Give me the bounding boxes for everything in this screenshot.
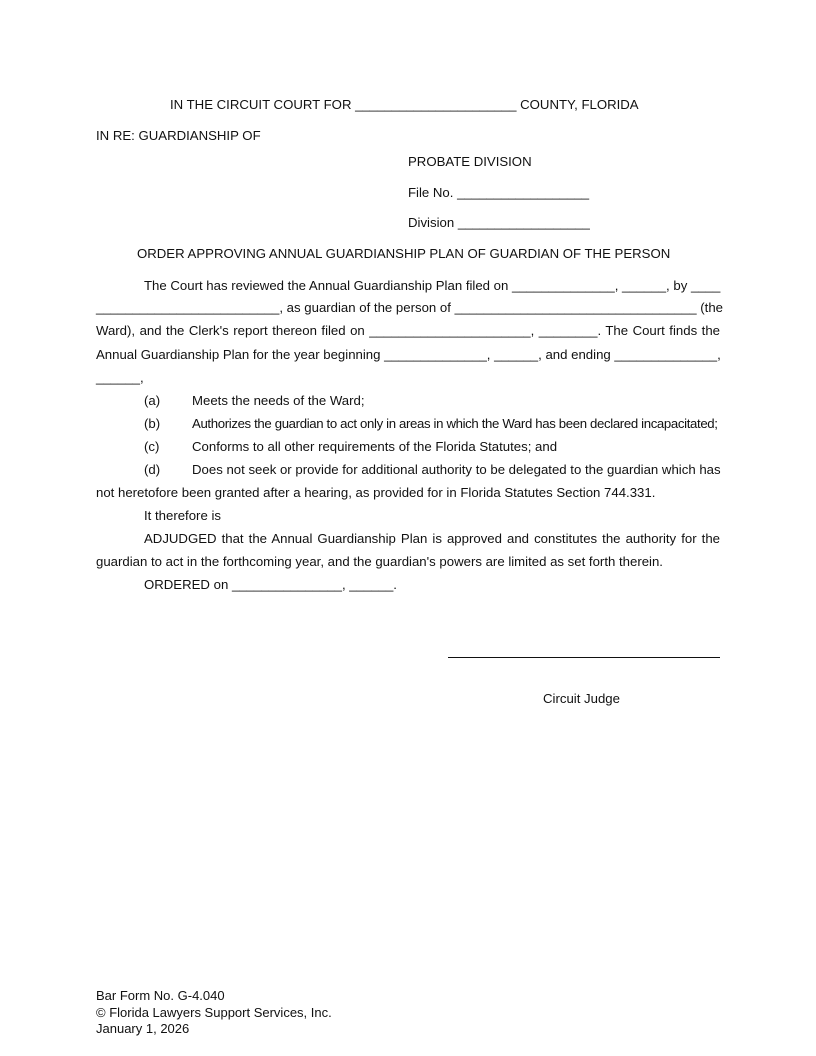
copyright-notice: © Florida Lawyers Support Services, Inc. bbox=[96, 1004, 332, 1020]
signature-line bbox=[448, 657, 720, 658]
item-label: (a) bbox=[144, 393, 161, 408]
item-text: Authorizes the guardian to act only in areas in which the Ward has been declared incapacitated; bbox=[192, 416, 718, 431]
item-text: Meets the needs of the Ward; bbox=[192, 393, 365, 408]
form-date: January 1, 2026 bbox=[96, 1021, 190, 1036]
adjudged-line-2: guardian to act in the forthcoming year, and the guardian's powers are limited as set forth therein. bbox=[96, 554, 663, 569]
ordered-line: ORDERED on _______________, ______. bbox=[144, 577, 397, 592]
signature-label: Circuit Judge bbox=[543, 691, 620, 706]
division-field: Division __________________ bbox=[408, 215, 590, 230]
therefore-line: It therefore is bbox=[144, 508, 221, 523]
intro-line-2: _________________________, as guardian of the person of _________________________________ (the bbox=[96, 300, 723, 315]
item-text: Conforms to all other requirements of the Florida Statutes; and bbox=[192, 439, 558, 454]
item-label: (b) bbox=[144, 416, 161, 431]
intro-line-4: Annual Guardianship Plan for the year beginning ______________, ______, and ending ______________, bbox=[96, 347, 721, 362]
file-number-field: File No. __________________ bbox=[408, 185, 590, 200]
intro-line-1: The Court has reviewed the Annual Guardianship Plan filed on ______________, ______, by ____ bbox=[144, 278, 721, 293]
adjudged-line-1: ADJUDGED that the Annual Guardianship Plan is approved and constitutes the authority for the bbox=[144, 531, 720, 546]
intro-line-3: Ward), and the Clerk's report thereon filed on ______________________, ________. The Court finds the bbox=[96, 323, 720, 338]
form-number: Bar Form No. G-4.040 bbox=[96, 988, 225, 1003]
item-text: Does not seek or provide for additional authority to be delegated to the guardian which has bbox=[192, 462, 721, 477]
item-label: (d) bbox=[144, 462, 161, 477]
document-title: ORDER APPROVING ANNUAL GUARDIANSHIP PLAN OF GUARDIAN OF THE PERSON bbox=[137, 246, 671, 261]
item-label: (c) bbox=[144, 439, 160, 454]
form-footer bbox=[96, 988, 332, 1038]
intro-line-5: ______, bbox=[96, 370, 144, 385]
in-re-line: IN RE: GUARDIANSHIP OF bbox=[96, 128, 261, 143]
item-d-continuation: not heretofore been granted after a hearing, as provided for in Florida Statutes Section 744.331. bbox=[96, 485, 656, 500]
probate-division: PROBATE DIVISION bbox=[408, 154, 532, 169]
court-heading: IN THE CIRCUIT COURT FOR ______________________ COUNTY, FLORIDA bbox=[170, 97, 639, 112]
